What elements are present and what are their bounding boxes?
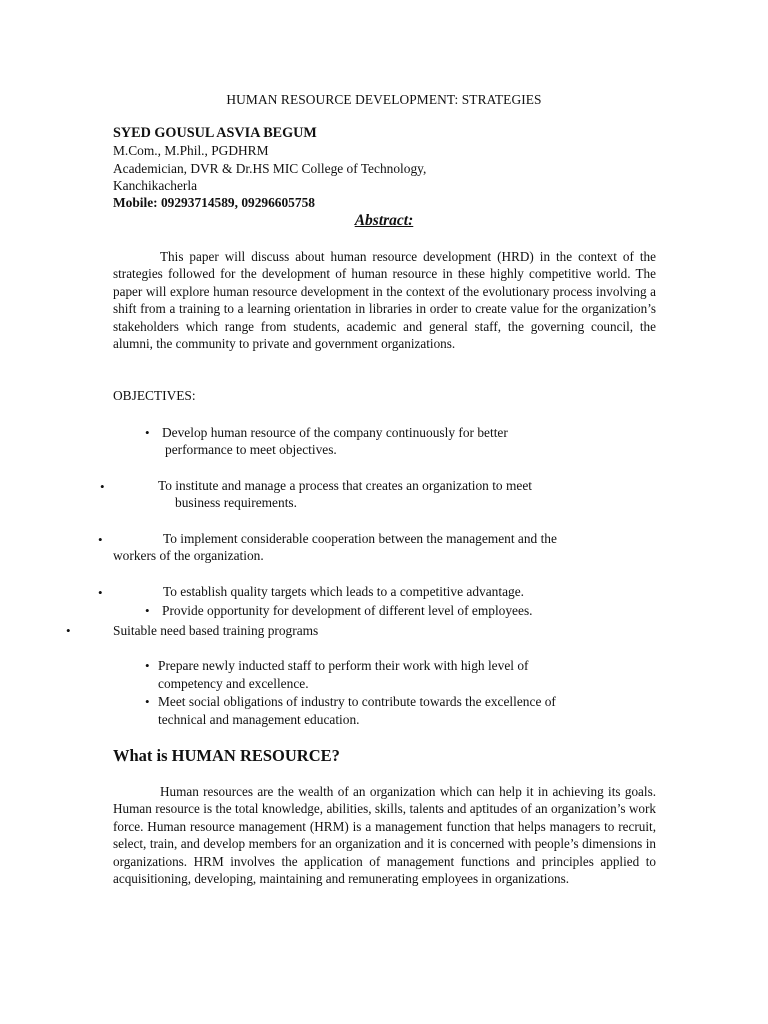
objective-item-7-line1: Prepare newly inducted staff to perform their work with high level of — [158, 658, 529, 673]
objective-item-1-line2: performance to meet objectives. — [165, 442, 337, 457]
bullet-icon: • — [145, 694, 150, 709]
bullet-icon: • — [145, 603, 150, 618]
objectives-heading: OBJECTIVES: — [113, 388, 196, 403]
abstract-paragraph — [113, 248, 656, 352]
bullet-icon: • — [100, 479, 105, 494]
section-heading: What is HUMAN RESOURCE? — [113, 746, 340, 765]
bullet-icon: • — [145, 658, 150, 673]
abstract-text: This paper will discuss about human resource development (HRD) in the context of the strategies followed for the development of human resource in these highly competitive world. The paper will explore human resource development in the context of the evolutionary process involving a shift from a training to a learning orientation in libraries in order to create value for the organization’s stakeholders which range from students, academic and general staff, the governing council, the alumni, the community to private and government organizations. — [113, 249, 656, 352]
objective-item-1-line1: Develop human resource of the company continuously for better — [162, 425, 508, 440]
objective-item-2-line1: To institute and manage a process that creates an organization to meet — [158, 478, 532, 493]
objective-item-7-line2: competency and excellence. — [158, 676, 309, 691]
page-title: HUMAN RESOURCE DEVELOPMENT: STRATEGIES — [226, 92, 542, 107]
bullet-icon: • — [98, 532, 103, 547]
author-name: SYED GOUSUL ASVIA BEGUM — [113, 125, 317, 141]
objective-item-5: Provide opportunity for development of different level of employees. — [162, 603, 533, 618]
objective-item-3-line2: workers of the organization. — [113, 548, 264, 563]
objective-item-8-line1: Meet social obligations of industry to contribute towards the excellence of — [158, 694, 556, 709]
objective-item-3-line1: To implement considerable cooperation between the management and the — [163, 531, 557, 546]
objective-item-6: Suitable need based training programs — [113, 623, 319, 638]
author-location: Kanchikacherla — [113, 178, 198, 193]
author-mobile: Mobile: 09293714589, 09296605758 — [113, 195, 315, 210]
author-degrees: M.Com., M.Phil., PGDHRM — [113, 143, 269, 158]
abstract-heading: Abstract: — [354, 212, 414, 229]
objective-item-4: To establish quality targets which leads to a competitive advantage. — [163, 584, 525, 599]
author-affiliation: Academician, DVR & Dr.HS MIC College of Technology, — [113, 161, 427, 176]
bullet-icon: • — [98, 585, 103, 600]
bullet-icon: • — [145, 425, 150, 440]
objective-item-2-line2: business requirements. — [175, 495, 297, 510]
section-paragraph — [113, 783, 656, 887]
section-text: Human resources are the wealth of an organization which can help it in achieving its goals. Human resource is the total knowledge, abilities, skills, talents and aptitudes of an organization’s work force. Human resource management (HRM) is a management function that helps managers to recruit, select, train, and develop members for an organization and it is concerned with people’s dimensions in organizations. HRM involves the application of management functions and principles applied to acquisitioning, developing, maintaining and remunerating employees in organizations. — [113, 784, 656, 887]
bullet-icon: • — [66, 623, 71, 638]
objective-item-8-line2: technical and management education. — [158, 712, 360, 727]
